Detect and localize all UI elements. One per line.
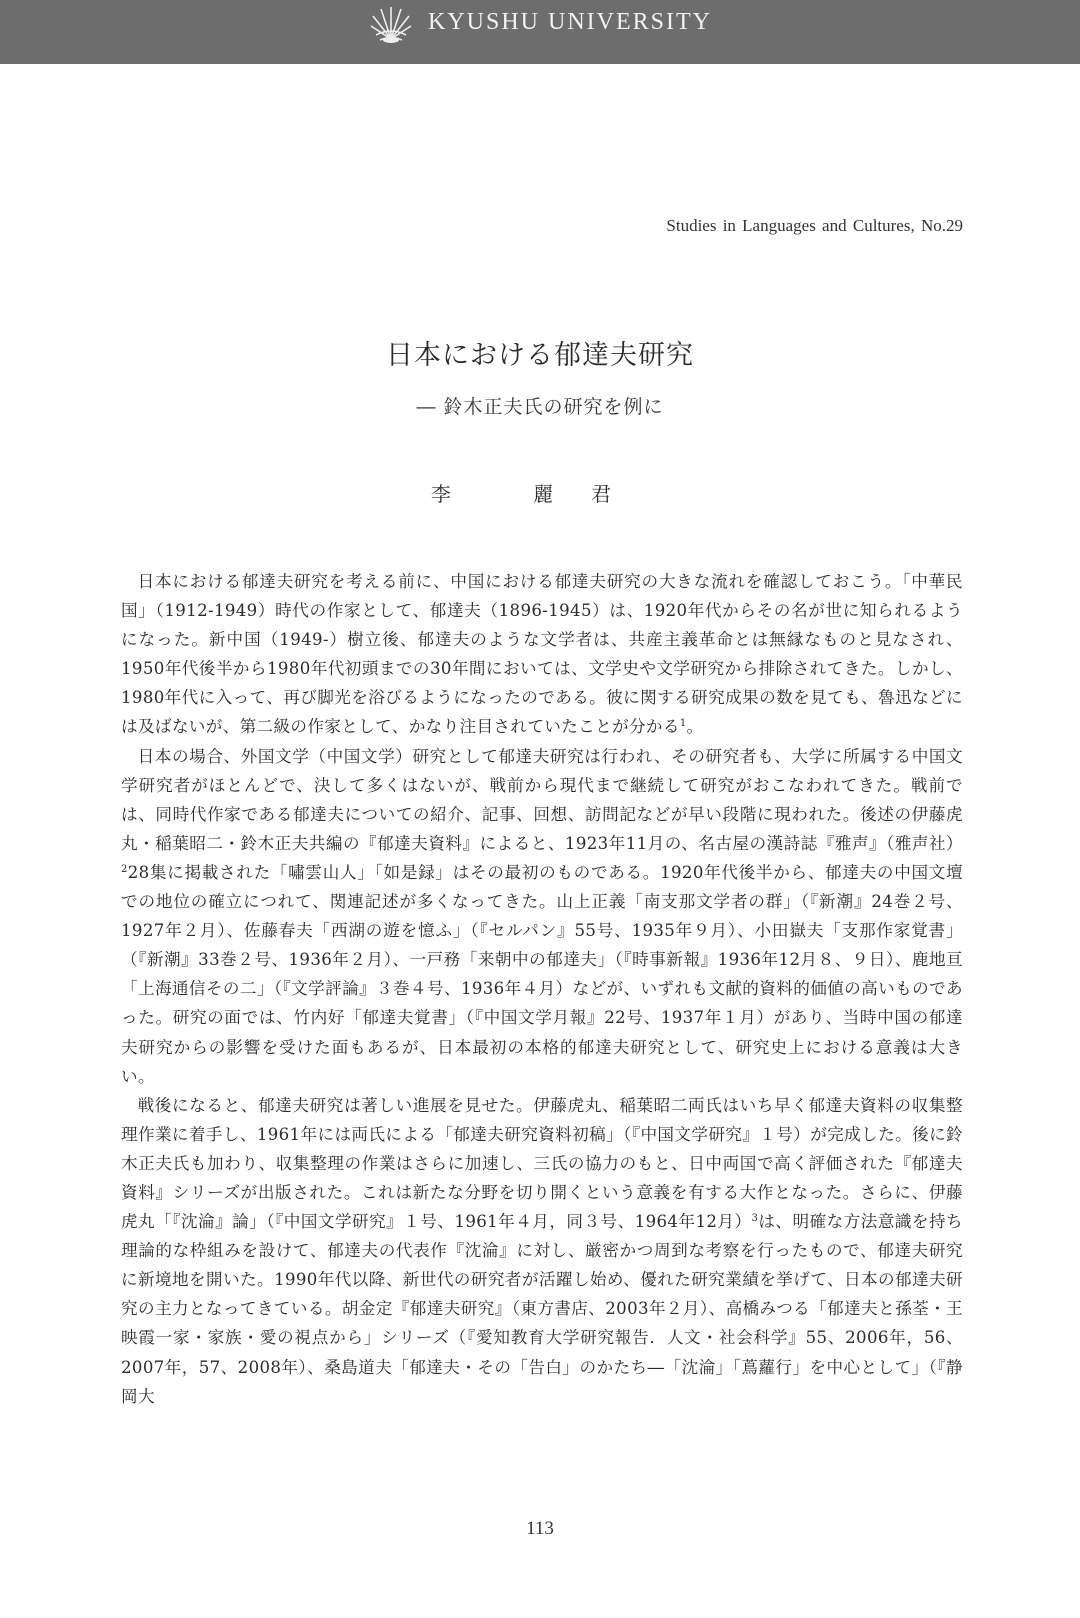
footnote-marker: 1 <box>679 718 687 730</box>
university-name: KYUSHU UNIVERSITY <box>428 8 712 35</box>
paragraph-text: 日本の場合、外国文学（中国文学）研究として郁達夫研究は行われ、その研究者も、大学に所属する中国文学研究者がほとんどで、決して多くはないが、戦前から現代まで継続して研究がおこなわれてきた。戦前では、同時代作家である郁達夫についての紹介、記事、回想、訪問記などが早い段階に現われた。後述の伊藤虎丸・稲葉昭二・鈴木正夫共編の『郁達夫資料』によると、1923年11月の、名古屋の漢詩誌『雅声』（雅声社） <box>121 746 963 853</box>
paragraph-text: 。 <box>686 717 704 737</box>
paragraph <box>121 1091 963 1411</box>
university-brand <box>368 0 712 45</box>
paragraph <box>121 567 963 742</box>
paragraph-text: 戦後になると、郁達夫研究は著しい進展を見せた。伊藤虎丸、稲葉昭二両氏はいち早く郁達夫資料の収集整理作業に着手し、1961年には両氏による「郁達夫研究資料初稿」（『中国文学研究』１号）が完成した。後に鈴木正夫氏も加わり、収集整理の作業はさらに加速し、三氏の協力のもと、日中両国で高く評価された『郁達夫資料』シリーズが出版された。これは新たな分野を切り開くという意義を有する大作となった。さらに、伊藤虎丸「『沈淪』論」（『中国文学研究』１号、1961年４月，同３号、1964年12月） <box>121 1095 963 1232</box>
header-bar <box>0 0 1080 64</box>
paragraph <box>121 742 963 1091</box>
article-body <box>121 567 963 1411</box>
paragraph-text: 日本における郁達夫研究を考える前に、中国における郁達夫研究の大きな流れを確認しておこう。「中華民国」（1912-1949）時代の作家として、郁達夫（1896-1945）は、1920年代からその名が世に知られるようになった。新中国（1949-）樹立後、郁達夫のような文学者は、共産主義革命とは無縁なものと見なされ、1950年代後半から1980年代初頭までの30年間においては、文学史や文学研究から排除されてきた。しかし、1980年代に入って、再び脚光を浴びるようになったのである。彼に関する研究成果の数を見ても、魯迅などには及ばないが、第二級の作家として、かなり注目されていたことが分かる <box>121 572 963 737</box>
article-subtitle: ― 鈴木正夫氏の研究を例に <box>416 396 664 418</box>
article-title: 日本における郁達夫研究 <box>386 340 694 371</box>
university-crest-icon <box>368 0 414 45</box>
page-number: 113 <box>526 1518 554 1539</box>
paragraph-text: は、明確な方法意識を持ち理論的な枠組みを設けて、郁達夫の代表作『沈淪』に対し、厳密かつ周到な考察を行ったもので、郁達夫研究に新境地を開いた。1990年代以降、新世代の研究者が活躍し始め、優れた研究業績を挙げて、日本の郁達夫研究の主力となってきている。胡金定『郁達夫研究』（東方書店、2003年２月）、高橋みつる「郁達夫と孫荃・王映霞一家・家族・愛の視点から」シリーズ（『愛知教育大学研究報告．人文・社会科学』55、2006年，56、2007年，57、2008年）、桑島道夫「郁達夫・その「告白」のかたち―「沈淪」「蔦蘿行」を中心として」（『静岡大 <box>121 1212 963 1406</box>
footnote-marker: 2 <box>121 863 128 875</box>
footnote-marker: 3 <box>751 1213 759 1225</box>
journal-name: Studies in Languages and Cultures, No.29 <box>666 216 963 235</box>
paragraph-text: 28集に掲載された「嘯雲山人」「如是録」はその最初のものである。1920年代後半から、郁達夫の中国文壇での地位の確立につれて、関連記述が多くなってきた。山上正義「南支那文学者の群」（『新潮』24巻２号、1927年２月）、佐藤春夫「西湖の遊を憶ふ」（『セルパン』55号、1935年９月）、小田嶽夫「支那作家覚書」（『新潮』33巻２号、1936年２月）、一戸務「来朝中の郁達夫」（『時事新報』1936年12月８、９日）、鹿地亘「上海通信その二」（『文学評論』３巻４号、1936年４月）などが、いずれも文献的資料的価値の高いものであった。研究の面では、竹内好「郁達夫覚書」（『中国文学月報』22号、1937年１月）があり、当時中国の郁達夫研究からの影響を受けた面もあるが、日本最初の本格的郁達夫研究として、研究史上における意義は大きい。 <box>121 862 963 1086</box>
author-name: 李 麗君 <box>430 482 650 506</box>
